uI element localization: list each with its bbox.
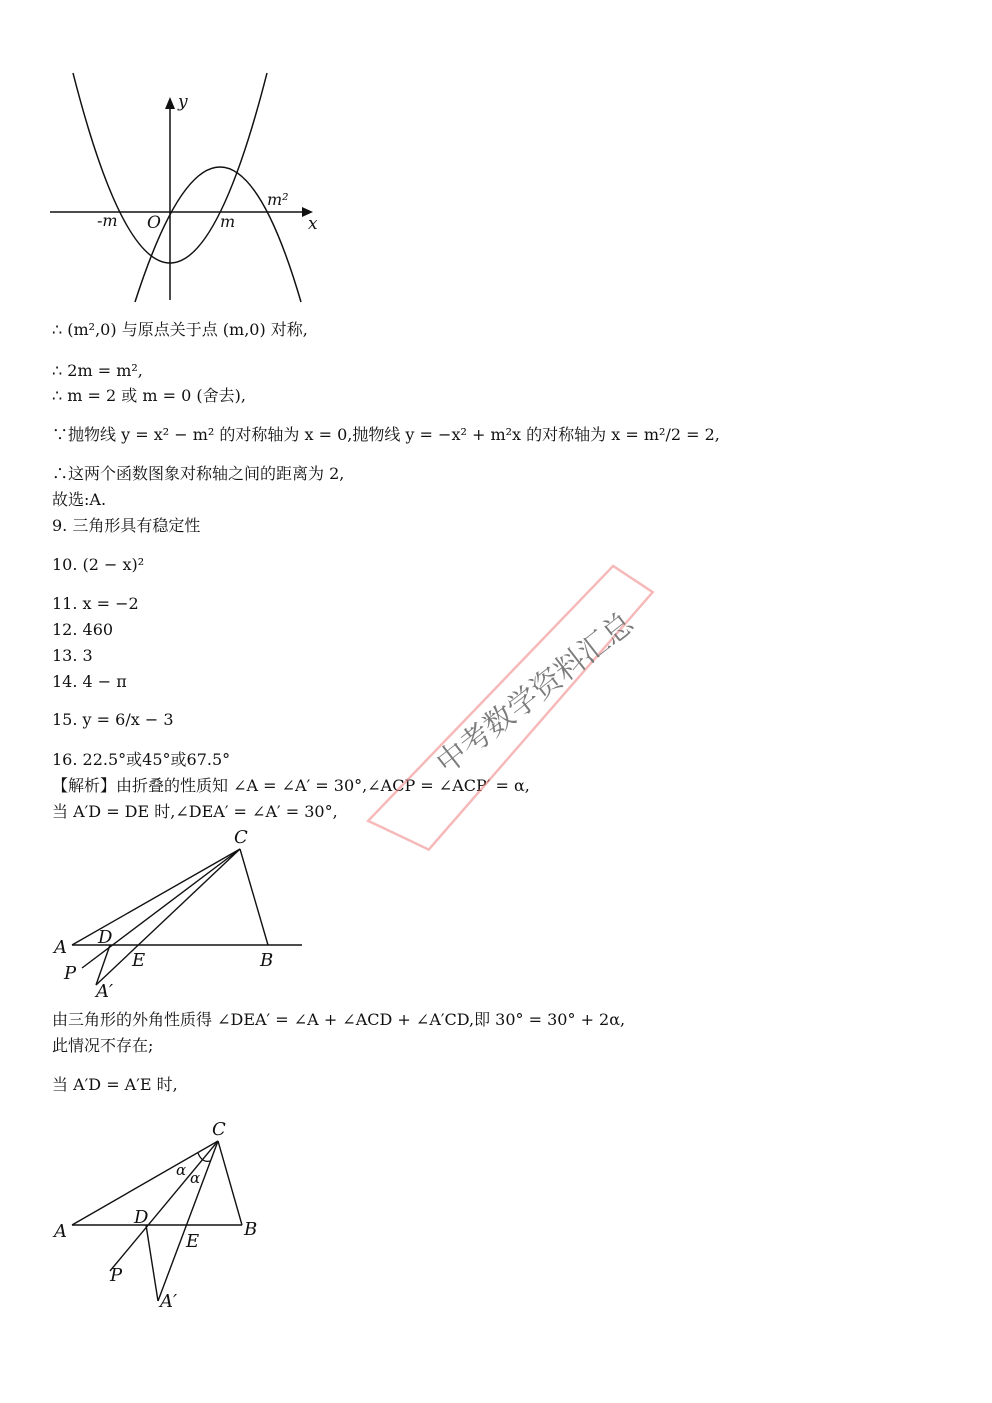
label-A: A (54, 1221, 67, 1242)
downward-parabola (135, 167, 301, 302)
label-D: D (134, 1207, 149, 1228)
m-squared-label: m² (267, 190, 289, 209)
analysis-line-4: 此情况不存在; (52, 1036, 154, 1055)
neg-m-label: -m (97, 211, 118, 230)
text-line-6: 故选:A. (52, 490, 107, 509)
answer-12: 12. 460 (52, 620, 114, 639)
watermark-text: 中考数学资料汇总 (429, 605, 641, 782)
label-A-prime: A′ (96, 981, 114, 1002)
analysis-line-5: 当 A′D = A′E 时, (52, 1075, 178, 1094)
text-line-3: ∴ m = 2 或 m = 0 (舍去), (52, 386, 246, 405)
watermark (300, 540, 720, 880)
answer-9: 9. 三角形具有稳定性 (52, 516, 201, 535)
label-A: A (54, 937, 67, 958)
label-E: E (132, 950, 146, 971)
text-line-2: ∴ 2m = m², (52, 361, 143, 380)
origin-label: O (147, 213, 161, 233)
analysis-line-3: 由三角形的外角性质得 ∠DEA′ = ∠A + ∠ACD + ∠A′CD,即 30° = 30° + 2α, (52, 1010, 626, 1029)
answer-13: 13. 3 (52, 646, 93, 665)
triangle-figure-1 (50, 825, 310, 1005)
label-B: B (260, 950, 274, 971)
label-D: D (98, 927, 113, 948)
line-CA1 (96, 849, 240, 985)
text-line-4: ∵抛物线 y = x² − m² 的对称轴为 x = 0,抛物线 y = −x² + m²x 的对称轴为 x = m²/2 = 2, (52, 425, 720, 444)
y-axis-arrow (165, 97, 175, 109)
triangle-figure-2 (50, 1115, 280, 1315)
text-line-5: ∴这两个函数图象对称轴之间的距离为 2, (52, 464, 345, 483)
label-P: P (110, 1265, 123, 1286)
text-line-1: ∴ (m²,0) 与原点关于点 (m,0) 对称, (52, 320, 308, 339)
line-CP (82, 849, 240, 968)
answer-10: 10. (2 − x)² (52, 555, 145, 574)
line-CP (110, 1141, 218, 1271)
label-alpha-1: α (176, 1161, 187, 1179)
x-axis-label: x (308, 214, 318, 234)
answer-14: 14. 4 − π (52, 672, 127, 691)
answer-16: 16. 22.5°或45°或67.5° (52, 750, 231, 769)
answer-11: 11. x = −2 (52, 594, 139, 613)
parabola-figure (45, 65, 335, 305)
label-P: P (64, 963, 77, 984)
y-axis-label: y (178, 92, 188, 112)
label-alpha-2: α (190, 1169, 201, 1187)
label-E: E (186, 1231, 200, 1252)
m-label: m (220, 212, 236, 231)
label-B: B (244, 1219, 258, 1240)
answer-15: 15. y = 6/x − 3 (52, 710, 174, 729)
label-A-prime: A′ (160, 1291, 178, 1312)
line-CA1 (158, 1141, 218, 1301)
analysis-line-1: 【解析】由折叠的性质知 ∠A = ∠A′ = 30°,∠ACP = ∠ACP′ = α, (52, 776, 530, 795)
line-CB (218, 1141, 242, 1225)
label-C: C (212, 1119, 226, 1140)
watermark-stamp (337, 557, 692, 868)
line-CB (240, 849, 268, 945)
analysis-line-2: 当 A′D = DE 时,∠DEA′ = ∠A′ = 30°, (52, 802, 338, 821)
label-C: C (234, 827, 248, 848)
line-DA1 (146, 1225, 158, 1301)
